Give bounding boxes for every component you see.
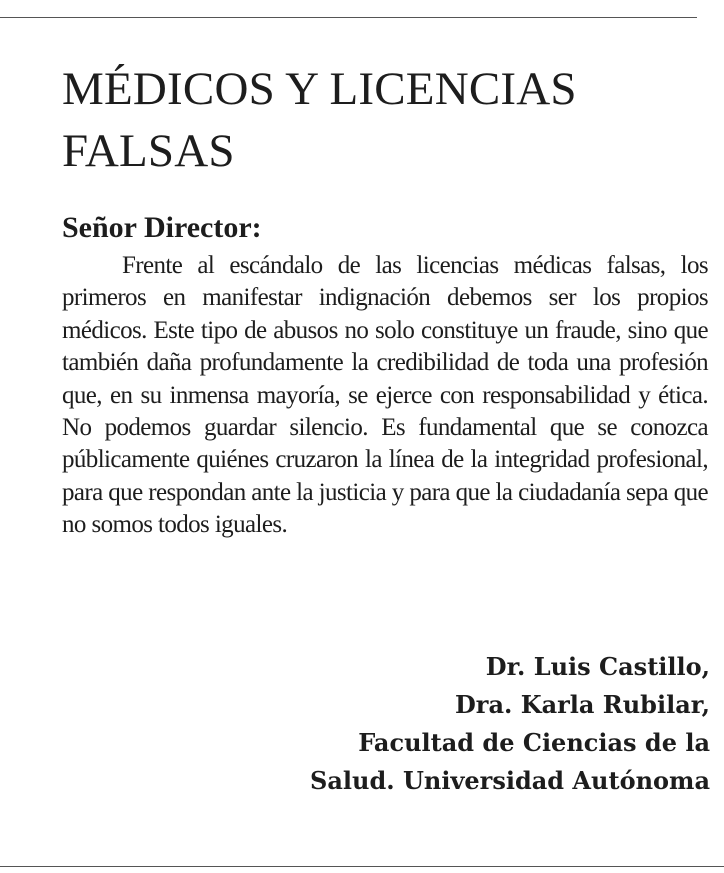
signature-affiliation-line-2: Salud. Universidad Autónoma — [310, 766, 710, 795]
salutation: Señor Director: — [62, 211, 262, 244]
letter-headline: MÉDICOS Y LICENCIAS FALSAS — [62, 63, 577, 177]
signature-author-2: Dra. Karla Rubilar, — [454, 690, 710, 719]
bottom-divider — [0, 866, 724, 867]
top-divider — [0, 17, 697, 18]
signature-affiliation-line-1: Facultad de Ciencias de la — [358, 728, 710, 757]
letter-body: Frente al escándalo de las licencias médicas falsas, los primeros en manifestar indignación debemos ser los propios médicos. Este tipo de abusos no solo constituye un fraude, sino que también daña profundamente la credibilidad de toda una profesión que, en su inmensa mayoría, se ejerce con responsabilidad y ética. No podemos guardar silencio. Es fundamental que se conozca públicamente quiénes cruzaron la línea de la integridad profesional, para que respondan ante la justicia y para que la ciudadanía sepa que no somos todos iguales. — [62, 252, 708, 539]
signature-block — [310, 648, 710, 800]
signature-author-1: Dr. Luis Castillo, — [485, 652, 710, 681]
